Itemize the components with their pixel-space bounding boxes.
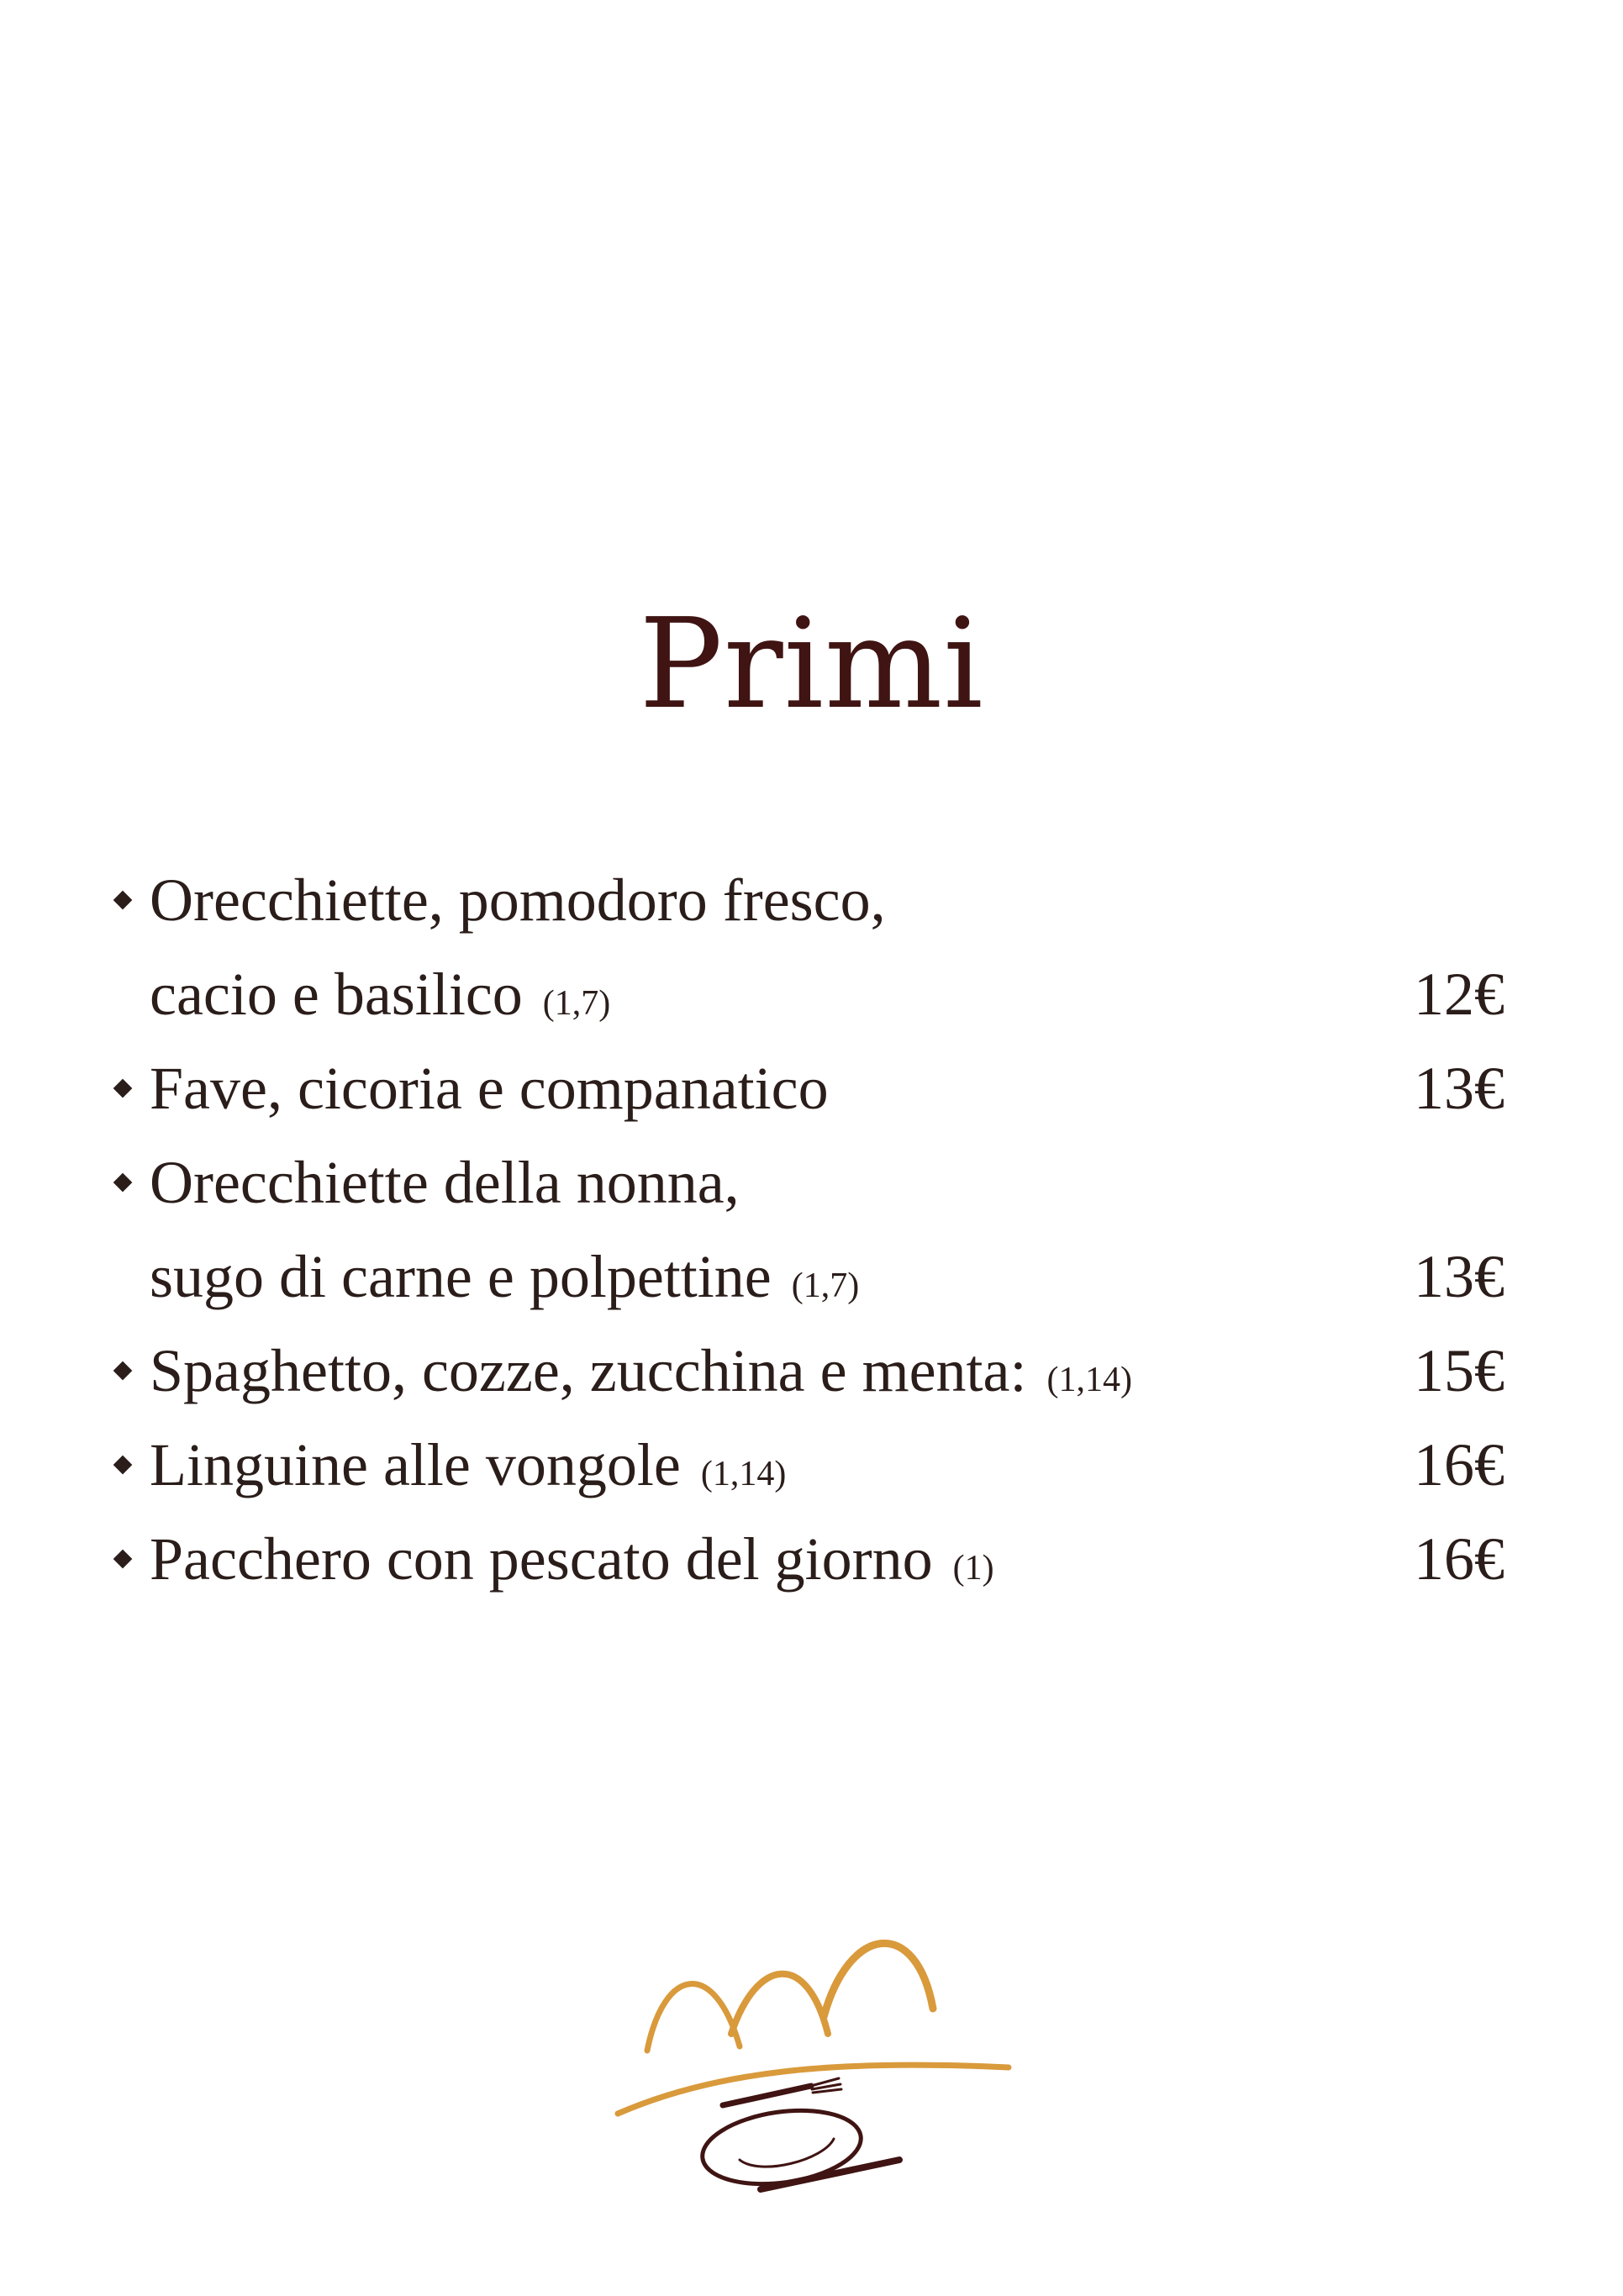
page-title: Primi: [639, 592, 984, 736]
restaurant-logo-icon: [614, 1908, 1025, 2193]
diamond-bullet-icon: [113, 1456, 133, 1475]
diamond-bullet-icon: [113, 1550, 133, 1569]
dish-name: Orecchiette della nonna,: [150, 1149, 740, 1216]
menu-list: [109, 853, 1504, 1606]
arches-icon: [647, 1943, 933, 2051]
allergens: (1,7): [791, 1266, 860, 1305]
dish-name: Fave, cicoria e companatico: [150, 1055, 829, 1122]
allergens: (1,14): [1046, 1361, 1132, 1399]
allergens: (1,7): [542, 984, 611, 1023]
dish-name: Linguine alle vongole: [150, 1431, 681, 1498]
dish-name: Orecchiette, pomodoro fresco,: [150, 866, 886, 934]
diamond-bullet-icon: [113, 1361, 133, 1381]
diamond-bullet-icon: [113, 1079, 133, 1098]
menu-item: [109, 853, 1504, 1041]
allergens: (1): [952, 1549, 994, 1588]
dish-price: 13€: [1414, 1243, 1504, 1310]
menu-item: [109, 1041, 1504, 1135]
dish-price: 16€: [1414, 1431, 1504, 1498]
plate-cutlery-icon: [698, 2078, 899, 2193]
dish-price: 15€: [1414, 1337, 1504, 1404]
menu-item: [109, 1512, 1504, 1606]
menu-item: [109, 1135, 1504, 1324]
menu-item: [109, 1324, 1504, 1418]
diamond-bullet-icon: [113, 1173, 133, 1193]
dish-name: Spaghetto, cozze, zucchina e menta:: [150, 1337, 1027, 1404]
dish-name-continued: sugo di carne e polpettine: [150, 1243, 772, 1310]
diamond-bullet-icon: [113, 891, 133, 910]
dish-price: 13€: [1414, 1055, 1504, 1122]
dish-name: Pacchero con pescato del giorno: [150, 1525, 933, 1593]
menu-item: [109, 1418, 1504, 1512]
allergens: (1,14): [700, 1455, 787, 1493]
dish-name-continued: cacio e basilico: [150, 961, 523, 1028]
dish-price: 12€: [1414, 961, 1504, 1028]
dish-price: 16€: [1414, 1525, 1504, 1593]
